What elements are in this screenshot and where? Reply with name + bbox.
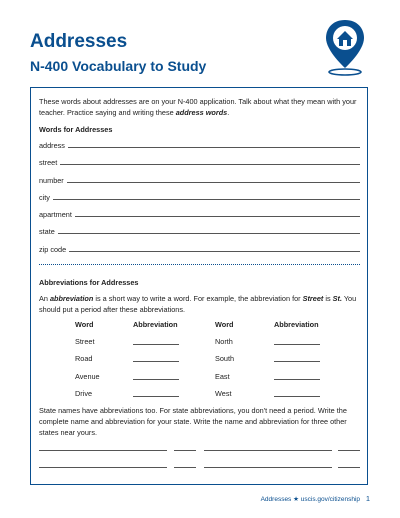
- state-abbr-line[interactable]: [174, 467, 196, 468]
- abbreviations-heading: Abbreviations for Addresses: [39, 278, 139, 287]
- col-header-word-right: Word: [215, 320, 234, 329]
- write-line[interactable]: [60, 164, 360, 165]
- states-paragraph: State names have abbreviations too. For state abbreviations, you don't need a period. Write the complete name and abbreviation for your state. Write the name and abbreviation for three other states near yours.: [39, 406, 347, 437]
- word-line-address: address: [39, 140, 360, 150]
- col-header-abbreviation-right: Abbreviation: [274, 320, 319, 329]
- abbr-word-drive: Drive: [75, 389, 93, 398]
- house-location-pin-icon: [323, 18, 367, 76]
- star-icon: ★: [293, 496, 299, 503]
- state-name-line[interactable]: [39, 450, 167, 451]
- abbr-word-street: Street: [75, 337, 95, 346]
- word-line-apartment: apartment: [39, 209, 360, 219]
- write-line[interactable]: [69, 251, 360, 252]
- footer-label: Addresses: [260, 496, 292, 503]
- abbr-word-avenue: Avenue: [75, 372, 100, 381]
- section-divider: [39, 264, 360, 265]
- abbr-blank-east[interactable]: [274, 379, 320, 380]
- write-line[interactable]: [67, 182, 360, 183]
- state-name-line[interactable]: [204, 450, 332, 451]
- page-footer: [261, 494, 370, 503]
- abbreviations-intro: An abbreviation is a short way to write a word. For example, the abbreviation for Street is St. You should put a period after these abbreviations.: [39, 294, 357, 314]
- page-subtitle: N-400 Vocabulary to Study: [30, 58, 207, 74]
- words-heading: Words for Addresses: [39, 125, 113, 134]
- write-line[interactable]: [68, 147, 360, 148]
- write-line[interactable]: [58, 233, 360, 234]
- abbr-blank-avenue[interactable]: [133, 379, 179, 380]
- page-number: 1: [365, 494, 370, 503]
- abbr-word-south: South: [215, 354, 235, 363]
- page-title: Addresses: [30, 31, 128, 52]
- state-abbr-line[interactable]: [174, 450, 196, 451]
- abbr-blank-west[interactable]: [274, 396, 320, 397]
- abbr-word-east: East: [215, 372, 230, 381]
- write-line[interactable]: [53, 199, 360, 200]
- state-abbr-line[interactable]: [338, 467, 360, 468]
- word-line-state: state: [39, 226, 360, 236]
- abbr-blank-north[interactable]: [274, 344, 320, 345]
- footer-url[interactable]: uscis.gov/citizenship: [300, 496, 361, 503]
- state-abbr-line[interactable]: [338, 450, 360, 451]
- state-name-line[interactable]: [204, 467, 332, 468]
- abbr-blank-road[interactable]: [133, 361, 179, 362]
- intro-paragraph: These words about addresses are on your N-400 application. Talk about what they mean with your teacher. Practice saying and writing these address words.: [39, 97, 357, 117]
- abbr-blank-drive[interactable]: [133, 396, 179, 397]
- abbr-word-road: Road: [75, 354, 93, 363]
- word-line-number: number: [39, 175, 360, 185]
- abbr-blank-street[interactable]: [133, 344, 179, 345]
- abbr-word-north: North: [215, 337, 233, 346]
- abbr-word-west: West: [215, 389, 232, 398]
- word-line-zip-code: zip code: [39, 244, 360, 254]
- col-header-word-left: Word: [75, 320, 94, 329]
- col-header-abbreviation-left: Abbreviation: [133, 320, 178, 329]
- abbr-blank-south[interactable]: [274, 361, 320, 362]
- write-line[interactable]: [75, 216, 360, 217]
- word-line-street: street: [39, 157, 360, 167]
- state-name-line[interactable]: [39, 467, 167, 468]
- word-line-city: city: [39, 192, 360, 202]
